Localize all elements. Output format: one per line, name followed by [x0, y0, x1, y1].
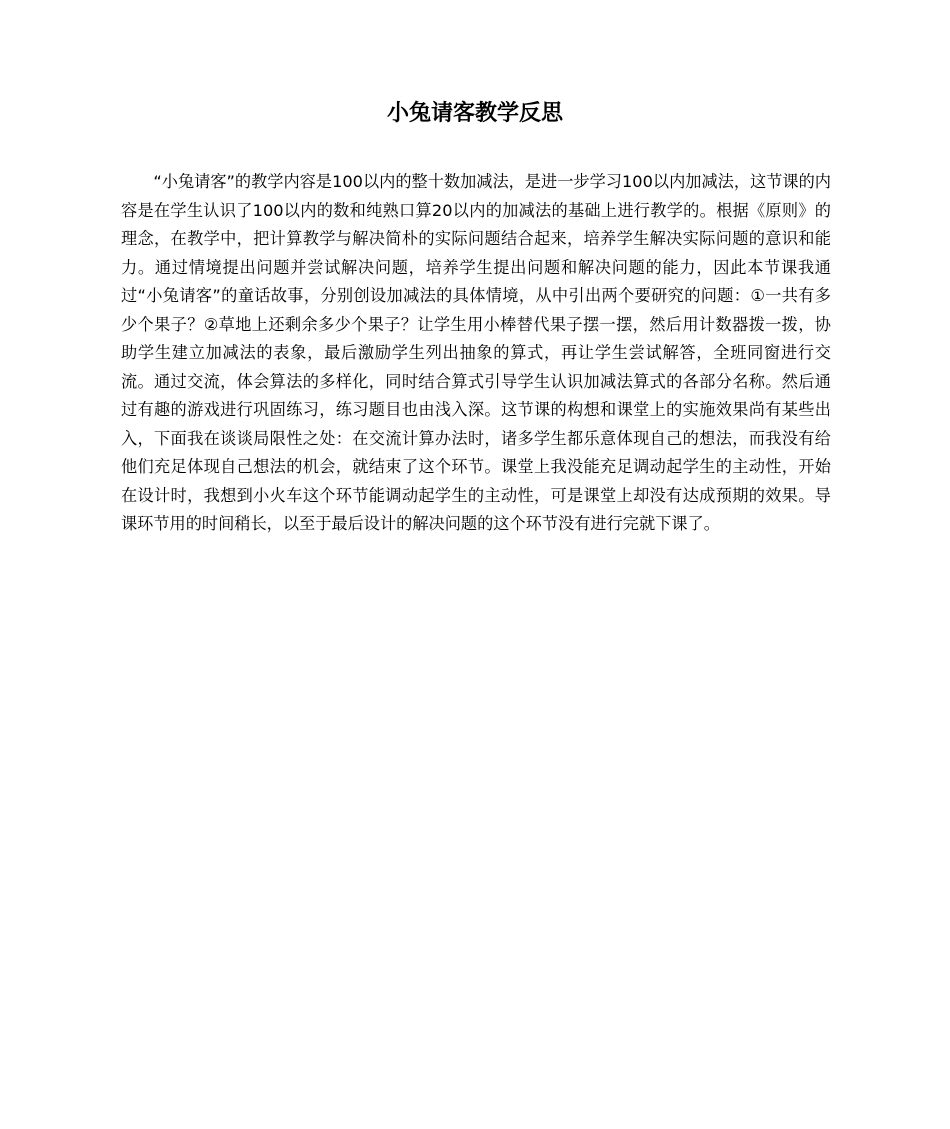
document-body-paragraph: “小兔请客”的教学内容是100以内的整十数加减法，是进一步学习100以内加减法，这节课的内容是在学生认识了100以内的数和纯熟口算20以内的加减法的基础上进行教学的。根据《原则》的理念，在教学中，把计算教学与解决简朴的实际问题结合起来，培养学生解决实际问题的意识和能力。通过情境提出问题并尝试解决问题，培养学生提出问题和解决问题的能力，因此本节课我通过“小兔请客”的童话故事，分别创设加减法的具体情境，从中引出两个要研究的问题：①一共有多少个果子？②草地上还剩余多少个果子？让学生用小棒替代果子摆一摆，然后用计数器拨一拨，协助学生建立加减法的表象，最后激励学生列出抽象的算式，再让学生尝试解答，全班同窗进行交流。通过交流，体会算法的多样化，同时结合算式引导学生认识加减法算式的各部分名称。然后通过有趣的游戏进行巩固练习，练习题目也由浅入深。这节课的构想和课堂上的实施效果尚有某些出入，下面我在谈谈局限性之处：在交流计算办法时，诸多学生都乐意体现自己的想法，而我没有给他们充足体现自己想法的机会，就结束了这个环节。课堂上我没能充足调动起学生的主动性，开始在设计时，我想到小火车这个环节能调动起学生的主动性，可是课堂上却没有达成预期的效果。导课环节用的时间稍长，以至于最后设计的解决问题的这个环节没有进行完就下课了。: [121, 172, 831, 533]
document-title: 小兔请客教学反思: [386, 101, 563, 126]
